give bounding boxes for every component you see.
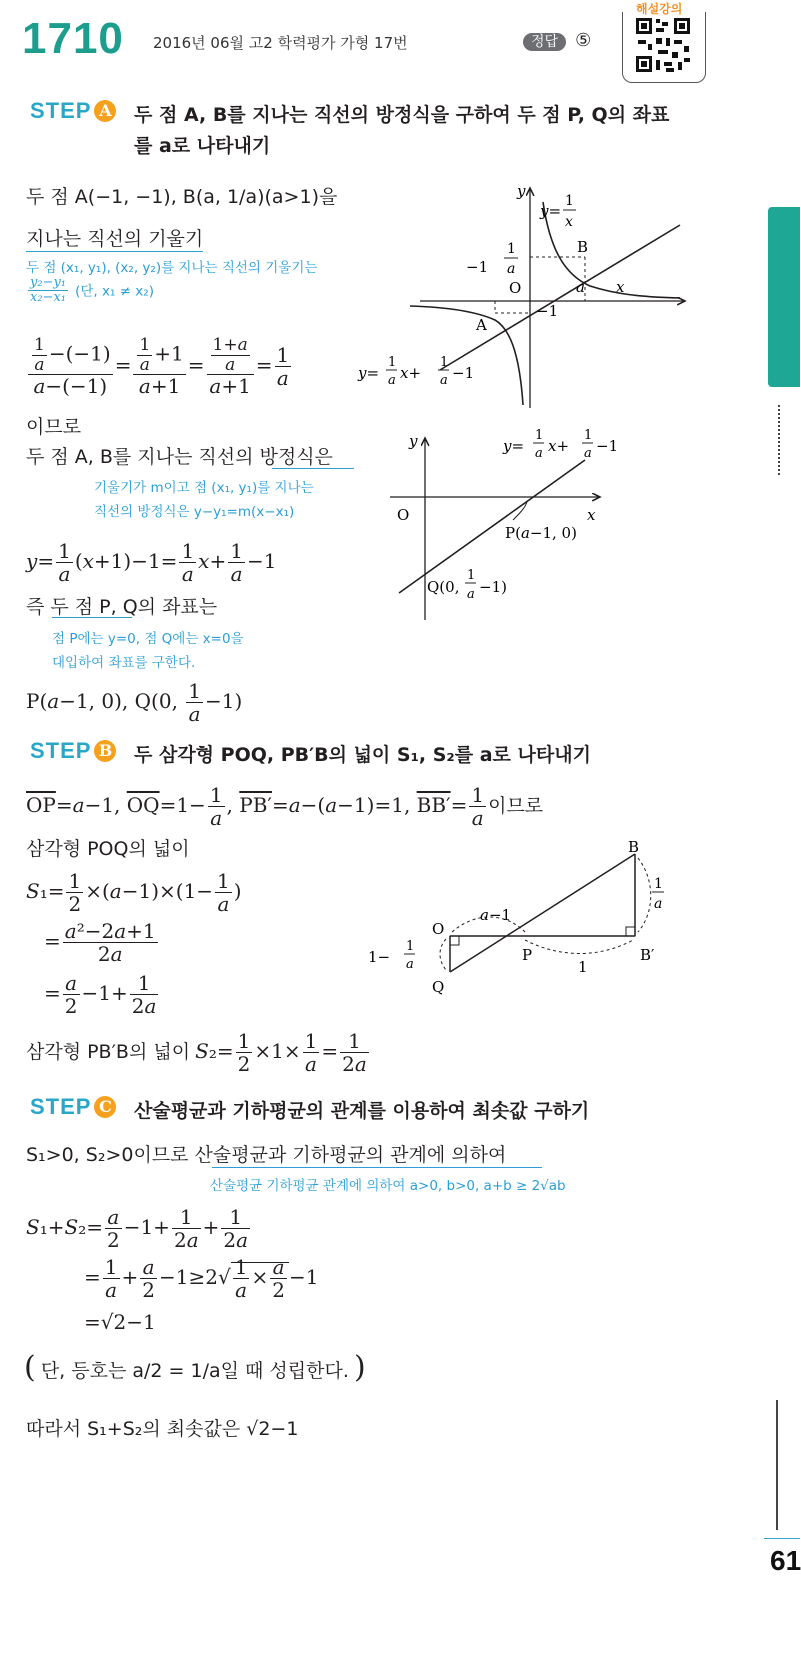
step-b-line-3-prefix: 삼각형 PB′B의 넓이 bbox=[26, 1041, 191, 1063]
sum-formula-1: S₁+S₂= $\frac{a}{2}$ −1+ $\frac{1}{2a}$ + $\frac{1}{2a}$ bbox=[26, 1205, 249, 1252]
answer-area bbox=[523, 30, 591, 51]
step-a-title-1: 두 점 A, B를 지나는 직선의 방정식을 구하여 두 점 P, Q의 좌표 bbox=[134, 104, 670, 126]
svg-text:Q: Q bbox=[432, 978, 445, 996]
step-c-title: 산술평균과 기하평균의 관계를 이용하여 최솟값 구하기 bbox=[134, 1100, 590, 1122]
step-c-note-1: 산술평균 기하평균 관계에 의하여 a>0, b>0, a+b ≥ 2√ab bbox=[210, 1178, 566, 1194]
svg-text:1: 1 bbox=[406, 939, 415, 954]
problem-source: 2016년 06월 고2 학력평가 가형 17번 bbox=[153, 34, 408, 52]
step-a-note-2-1: 기울기가 m이고 점 (x₁, y₁)를 지나는 bbox=[94, 480, 314, 496]
line-ab bbox=[440, 225, 680, 370]
svg-text:y=: y= bbox=[540, 202, 562, 220]
hyperbola-branch-left bbox=[410, 306, 523, 405]
answer-badge: 정답 bbox=[523, 33, 566, 51]
svg-text:a−1: a−1 bbox=[480, 906, 512, 924]
underline-line-equation bbox=[272, 468, 354, 469]
svg-text:x+: x+ bbox=[548, 437, 570, 455]
step-b-title: 두 삼각형 POQ, PB′B의 넓이 S₁, S₂를 a로 나타내기 bbox=[134, 744, 591, 766]
step-a-note-3-1: 점 P에는 y=0, 점 Q에는 x=0을 bbox=[52, 631, 244, 647]
step-a-note-3-2: 대입하여 좌표를 구한다. bbox=[52, 655, 196, 671]
svg-text:1: 1 bbox=[565, 193, 574, 209]
step-b-word: STEP bbox=[30, 738, 92, 763]
svg-text:B: B bbox=[577, 238, 589, 256]
svg-text:−1: −1 bbox=[596, 437, 619, 455]
step-c-line-1: S₁>0, S₂>0이므로 산술평균과 기하평균의 관계에 의하여 bbox=[26, 1144, 507, 1166]
s2-formula: 삼각형 PB′B의 넓이 S₂= $\frac{1}{2}$ ×1× $\frac{1}{a}$ = $\frac{1}{2a}$ bbox=[26, 1029, 367, 1076]
svg-text:a: a bbox=[467, 587, 475, 602]
svg-text:x: x bbox=[587, 506, 596, 524]
svg-text:B′: B′ bbox=[640, 946, 655, 964]
step-a-line-2: 지나는 직선의 기울기 bbox=[26, 228, 204, 250]
svg-text:a: a bbox=[535, 446, 543, 461]
underline-pq-coords bbox=[52, 617, 132, 618]
svg-text:1: 1 bbox=[535, 428, 544, 443]
step-b-line-2: 삼각형 POQ의 넓이 bbox=[26, 838, 190, 860]
triangles-figure bbox=[368, 838, 700, 1015]
lecture-label: 해설강의 bbox=[636, 2, 683, 16]
svg-text:x: x bbox=[616, 278, 625, 296]
step-a-line-3: 이므로 bbox=[26, 416, 82, 438]
svg-text:y: y bbox=[517, 182, 526, 200]
underline-amgm bbox=[212, 1167, 542, 1168]
step-c-letter: C bbox=[94, 1096, 116, 1118]
sum-formula-2: = $\frac{1}{a}$ + $\frac{a}{2}$ −1≥2√ $\frac{1}{a}$ × $\frac{a}{2}$ −1 bbox=[84, 1255, 319, 1302]
svg-text:1: 1 bbox=[584, 428, 593, 443]
sum-formula-3: =√2−1 bbox=[84, 1310, 156, 1334]
svg-text:A: A bbox=[476, 316, 487, 334]
hyperbola-branch-right bbox=[543, 202, 680, 298]
svg-text:1: 1 bbox=[467, 568, 476, 583]
step-c-word: STEP bbox=[30, 1094, 92, 1119]
step-a-line-1: 두 점 A(−1, −1), B(a, 1/a)(a>1)을 bbox=[26, 186, 338, 208]
step-b-letter: B bbox=[94, 740, 116, 762]
page-number: 61 bbox=[770, 1545, 801, 1576]
step-a-title-2: 를 a로 나타내기 bbox=[134, 135, 271, 157]
svg-text:−1): −1) bbox=[479, 578, 507, 596]
graph-hyperbola-line bbox=[358, 180, 710, 420]
svg-text:1: 1 bbox=[440, 355, 449, 370]
step-a-letter: A bbox=[94, 100, 116, 122]
step-a-note-1: 두 점 (x₁, y₁), (x₂, y₂)를 지나는 직선의 기울기는 bbox=[26, 260, 318, 276]
sidebar-marks bbox=[778, 405, 783, 475]
problem-number: 1710 bbox=[22, 14, 124, 63]
graph-intercepts bbox=[385, 430, 715, 660]
step-a-line-4: 두 점 A, B를 지나는 직선의 방정식은 bbox=[26, 446, 333, 468]
svg-text:B: B bbox=[628, 838, 640, 856]
chapter-tab bbox=[768, 207, 800, 387]
svg-text:1: 1 bbox=[654, 876, 663, 892]
svg-text:1: 1 bbox=[388, 355, 397, 370]
step-a-heading bbox=[30, 98, 116, 124]
equality-condition-text: 단, 등호는 a/2 = 1/a일 때 성립한다. bbox=[40, 1360, 349, 1382]
step-c-heading bbox=[30, 1094, 116, 1120]
svg-text:a: a bbox=[440, 373, 448, 388]
svg-text:−1: −1 bbox=[466, 258, 489, 276]
svg-text:P(a−1, 0): P(a−1, 0) bbox=[505, 524, 577, 542]
svg-text:a: a bbox=[507, 261, 516, 277]
qr-code-icon[interactable] bbox=[634, 16, 692, 74]
s1-formula-3: = $\frac{a}{2}$ −1+ $\frac{1}{2a}$ bbox=[44, 971, 157, 1018]
s1-formula-2: = $\frac{\text{a²−2a+1}}{2a}$ bbox=[44, 919, 156, 966]
svg-text:a: a bbox=[584, 446, 592, 461]
s1-formula-1: S₁= $\frac{1}{2}$ ×(a−1)×(1− $\frac{1}{a}$ ) bbox=[26, 869, 242, 916]
svg-text:x: x bbox=[565, 214, 573, 230]
svg-text:a: a bbox=[388, 373, 396, 388]
equality-condition: ( 단, 등호는 a/2 = 1/a일 때 성립한다. ) bbox=[24, 1350, 366, 1385]
svg-text:y: y bbox=[409, 432, 418, 450]
svg-text:1: 1 bbox=[507, 241, 516, 257]
slope-formula-note: $\frac{\text{y₂−y₁}}{\text{x₂−x₁}}$ (단, x₁ ≠ x₂) bbox=[30, 275, 154, 306]
svg-text:x+: x+ bbox=[400, 364, 422, 382]
svg-text:a: a bbox=[406, 957, 414, 972]
answer-value: ⑤ bbox=[575, 30, 592, 51]
slope-calculation: $\frac{1}{a}$ −(−1) a−(−1) = $\frac{1}{a}$ +1 a+1 = $\frac{\frac{1+a}{a}}{a+1}$ = $\frac{1}{a}$ bbox=[26, 336, 293, 397]
svg-text:y=: y= bbox=[503, 437, 525, 455]
final-answer: 따라서 S₁+S₂의 최솟값은 √2−1 bbox=[26, 1418, 299, 1440]
step-a-line-2-wrap bbox=[26, 224, 203, 251]
svg-text:a: a bbox=[576, 278, 585, 296]
svg-text:1−: 1− bbox=[368, 948, 391, 966]
svg-text:O: O bbox=[509, 279, 522, 297]
svg-text:−1: −1 bbox=[536, 302, 559, 320]
segment-lengths: $\overline{OP}=a-1$, $\overline{OQ}=1-$ $\frac{1}{a}$ , PB′=a−(a−1)=1, BB′= $\frac{1}{a}$ 이므로 bbox=[26, 783, 544, 830]
step-b-heading bbox=[30, 738, 116, 764]
svg-text:y=: y= bbox=[358, 364, 380, 382]
svg-text:Q(0,: Q(0, bbox=[427, 578, 460, 596]
step-b-line-1-suffix: 이므로 bbox=[488, 795, 544, 817]
pq-coordinates: P(a−1, 0), Q(0, $\frac{1}{a}$ −1) bbox=[26, 679, 243, 726]
sidebar-index-marks bbox=[776, 1400, 784, 1530]
step-a-note-1-cond: (단, x₁ ≠ x₂) bbox=[75, 283, 154, 300]
step-a-line-5: 즉 두 점 P, Q의 좌표는 bbox=[26, 596, 218, 618]
step-a-note-2-2: 직선의 방정식은 y−y₁=m(x−x₁) bbox=[94, 504, 295, 520]
step-a-word: STEP bbox=[30, 98, 92, 123]
svg-text:O: O bbox=[397, 506, 410, 524]
svg-text:P: P bbox=[522, 946, 533, 964]
page-number-rule bbox=[764, 1538, 800, 1539]
svg-text:a: a bbox=[654, 896, 663, 912]
svg-text:O: O bbox=[432, 920, 445, 938]
svg-text:−1: −1 bbox=[452, 364, 475, 382]
line-equation: y= $\frac{1}{a}$ (x+1)−1= $\frac{1}{a}$ x+ $\frac{1}{a}$ −1 bbox=[26, 539, 277, 586]
svg-text:1: 1 bbox=[578, 958, 588, 976]
